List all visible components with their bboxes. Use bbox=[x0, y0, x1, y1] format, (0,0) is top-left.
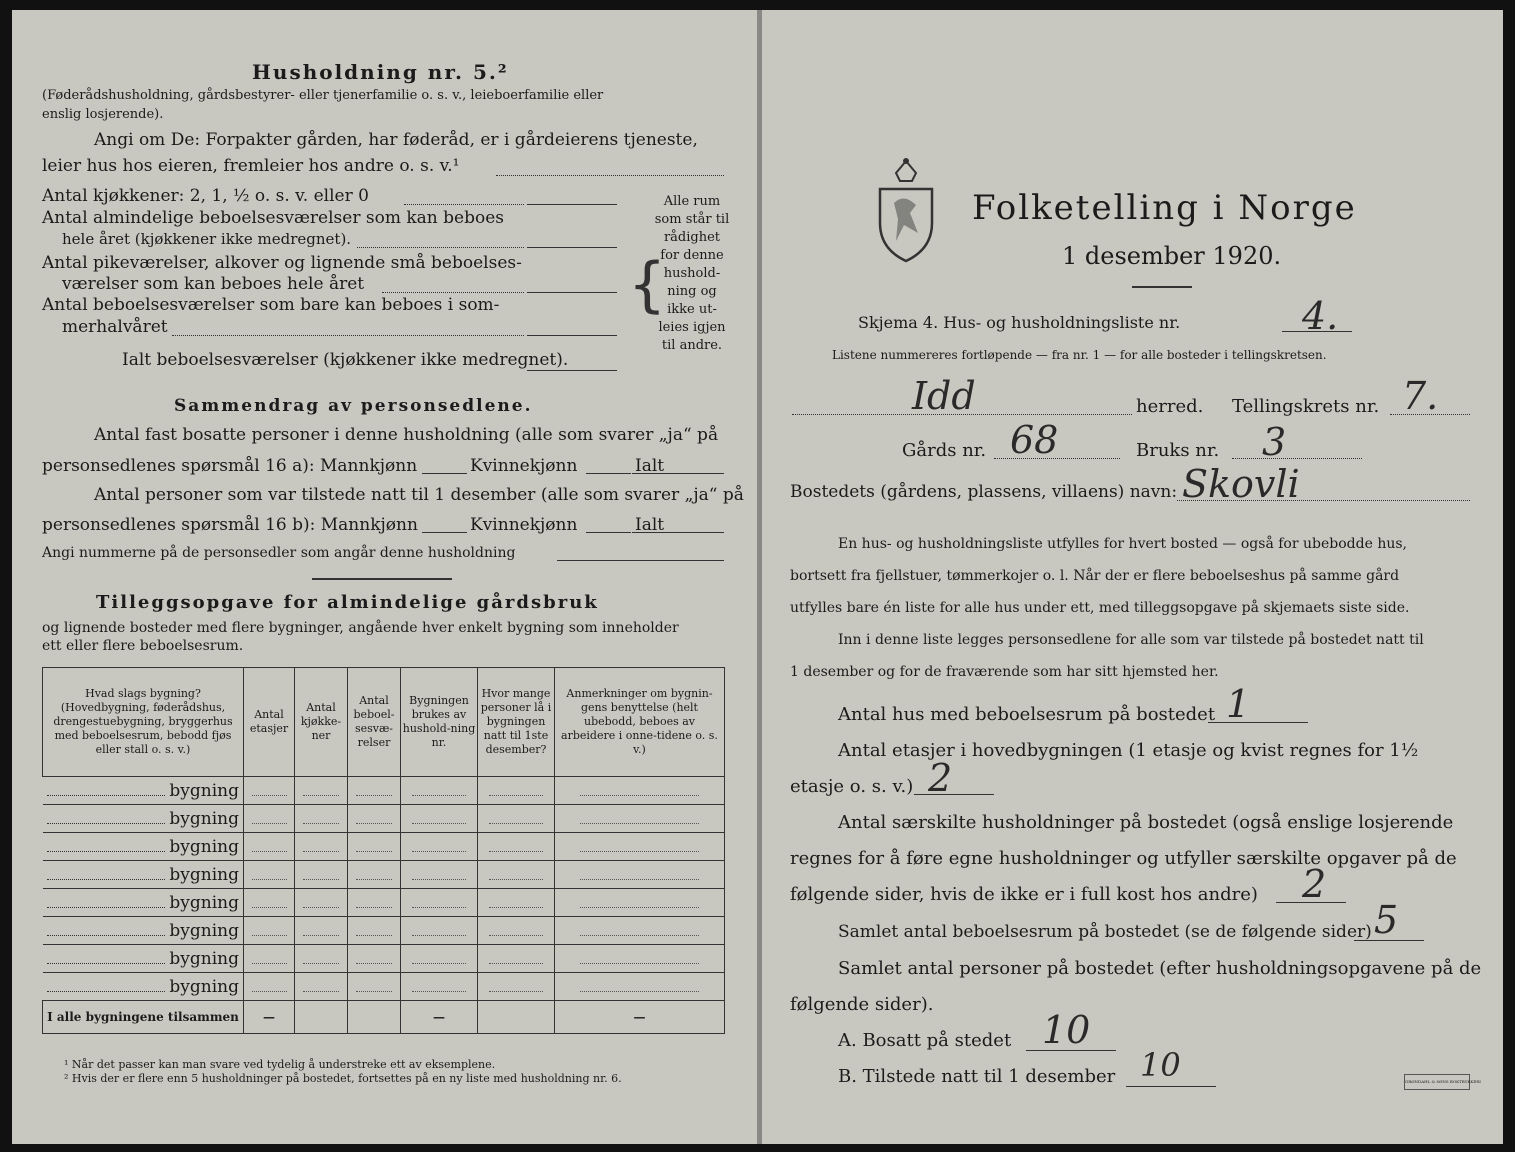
rooms-small-1: Antal pikeværelser, alkover og lignende små beboelses- bbox=[42, 253, 522, 273]
building-cell[interactable] bbox=[244, 917, 295, 945]
hush-label-1: Antal særskilte husholdninger på bostedet (også enslige losjerende bbox=[838, 812, 1454, 833]
etasjer-label-2: etasje o. s. v.) bbox=[790, 776, 914, 797]
rum-value: 5 bbox=[1374, 898, 1399, 942]
tillegg-title: Tilleggsopgave for almindelige gårdsbruk bbox=[96, 592, 599, 613]
summary-a-2: personsedlenes spørsmål 16 a): Mannkjønn bbox=[42, 456, 418, 476]
rooms-summer-1: Antal beboelsesværelser som bare kan beboes i som- bbox=[42, 295, 500, 315]
building-cell[interactable] bbox=[401, 889, 478, 917]
building-row-label: bygning bbox=[169, 976, 239, 997]
summary-b-female-field[interactable] bbox=[586, 532, 631, 533]
summary-title: Sammendrag av personsedlene. bbox=[174, 396, 533, 416]
etasjer-field[interactable] bbox=[914, 794, 994, 795]
building-cell[interactable] bbox=[401, 805, 478, 833]
building-row-label: bygning bbox=[169, 920, 239, 941]
col-header-type bbox=[43, 668, 244, 777]
building-cell[interactable] bbox=[348, 917, 401, 945]
skjema-value: 4. bbox=[1302, 294, 1339, 338]
summary-a-total: Ialt bbox=[635, 456, 665, 476]
hush-label-2: regnes for å føre egne husholdninger og utfyller særskilte opgaver på de bbox=[790, 848, 1457, 869]
sum-cell: — bbox=[401, 1001, 478, 1034]
col-header-floors bbox=[244, 668, 295, 777]
building-cell[interactable] bbox=[478, 777, 555, 805]
brace-note-line: for denne bbox=[660, 248, 724, 263]
brace-note-line: som står til bbox=[654, 212, 730, 227]
gards-value: 68 bbox=[1010, 418, 1059, 462]
bosatt-label: A. Bosatt på stedet bbox=[838, 1030, 1012, 1051]
building-cell[interactable] bbox=[348, 861, 401, 889]
building-row-label: bygning bbox=[169, 780, 239, 801]
bruks-value: 3 bbox=[1262, 420, 1287, 464]
sum-cell: — bbox=[555, 1001, 725, 1034]
building-cell[interactable] bbox=[555, 973, 725, 1001]
gards-label: Gårds nr. bbox=[902, 440, 987, 461]
brace-note-line: til andre. bbox=[661, 338, 723, 353]
building-type-cell[interactable] bbox=[43, 889, 244, 917]
col-header-household-text: Bygningen brukes av hushold-ning nr. bbox=[402, 694, 476, 749]
right-page bbox=[762, 10, 1503, 1144]
brace-note-line: ning og bbox=[667, 284, 717, 299]
hus-value: 1 bbox=[1226, 682, 1251, 726]
brace-note bbox=[652, 193, 732, 355]
col-header-persons-text: Hvor mange personer lå i bygningen natt til 1ste desember? bbox=[480, 687, 552, 756]
building-cell[interactable] bbox=[478, 917, 555, 945]
building-cell[interactable] bbox=[348, 833, 401, 861]
footnote-1: ¹ Når det passer kan man svare ved tydelig å understreke ett av eksemplene. bbox=[64, 1058, 496, 1071]
rooms-common-dots bbox=[357, 247, 524, 248]
bosted-label: Bostedets (gårdens, plassens, villaens) navn: bbox=[790, 482, 1178, 502]
building-type-cell[interactable] bbox=[43, 973, 244, 1001]
sum-cell[interactable] bbox=[295, 1001, 348, 1034]
summary-a-1: Antal fast bosatte personer i denne husholdning (alle som svarer „ja“ på bbox=[94, 425, 719, 445]
angi-fill-line[interactable] bbox=[496, 175, 724, 176]
angi-line-2: leier hus hos eieren, fremleier hos andre o. s. v.¹ bbox=[42, 156, 460, 176]
tilstede-value: 10 bbox=[1140, 1046, 1181, 1084]
rooms-common-1: Antal almindelige beboelsesværelser som kan beboes bbox=[42, 208, 504, 228]
col-header-remarks-text: Anmerkninger om bygnin-gens benyttelse (helt ubebodd, beboes av arbeidere i onne-tidene o. s. v.) bbox=[561, 687, 718, 756]
form-date: 1 desember 1920. bbox=[1062, 242, 1282, 270]
sum-label: I alle bygningene tilsammen bbox=[43, 1001, 244, 1034]
brace-note-line: leies igjen bbox=[658, 320, 726, 335]
building-table bbox=[42, 667, 725, 1034]
building-cell[interactable] bbox=[555, 945, 725, 973]
building-cell[interactable] bbox=[295, 889, 348, 917]
building-row bbox=[43, 945, 725, 973]
building-cell[interactable] bbox=[401, 833, 478, 861]
building-row-label: bygning bbox=[169, 808, 239, 829]
summary-a-total-field[interactable] bbox=[632, 473, 724, 474]
sum-cell: — bbox=[244, 1001, 295, 1034]
building-cell[interactable] bbox=[555, 805, 725, 833]
instruction-2: bortsett fra fjellstuer, tømmerkojer o. l. Når der er flere beboelseshus på samme gård bbox=[790, 568, 1400, 584]
pers-label-1: Samlet antal personer på bostedet (efter husholdningsopgavene på de bbox=[838, 958, 1482, 979]
building-cell[interactable] bbox=[244, 861, 295, 889]
rooms-common-2: hele året (kjøkkener ikke medregnet). bbox=[62, 230, 352, 248]
tilstede-field[interactable] bbox=[1126, 1086, 1216, 1087]
building-row bbox=[43, 833, 725, 861]
col-header-rooms bbox=[348, 668, 401, 777]
household-title: Husholdning nr. 5.² bbox=[252, 60, 509, 84]
rooms-summer-dots bbox=[172, 335, 524, 336]
tillegg-sub-2: ett eller flere beboelsesrum. bbox=[42, 638, 244, 654]
rooms-common-field[interactable] bbox=[527, 247, 617, 248]
rooms-summer-field[interactable] bbox=[527, 335, 617, 336]
bruks-label: Bruks nr. bbox=[1136, 440, 1220, 461]
hush-value: 2 bbox=[1302, 862, 1327, 906]
building-cell[interactable] bbox=[244, 889, 295, 917]
left-page bbox=[12, 10, 757, 1144]
summary-b-1: Antal personer som var tilstede natt til 1 desember (alle som svarer „ja“ på bbox=[94, 485, 744, 505]
skjema-label: Skjema 4. Hus- og husholdningsliste nr. bbox=[858, 313, 1181, 332]
rooms-kitchen-field[interactable] bbox=[527, 204, 617, 205]
rooms-summer-2: merhalvåret bbox=[62, 317, 168, 337]
summary-b-2: personsedlenes spørsmål 16 b): Mannkjønn bbox=[42, 515, 418, 535]
bosted-value: Skovli bbox=[1182, 462, 1300, 506]
instruction-1: En hus- og husholdningsliste utfylles for hvert bosted — også for ubebodde hus, bbox=[838, 536, 1407, 552]
rooms-kitchen-dots bbox=[404, 204, 524, 205]
building-type-cell[interactable] bbox=[43, 861, 244, 889]
tillegg-sub-1: og lignende bosteder med flere bygninger, angående hver enkelt bygning som inneholder bbox=[42, 620, 679, 636]
building-cell[interactable] bbox=[348, 805, 401, 833]
building-cell[interactable] bbox=[555, 833, 725, 861]
building-row bbox=[43, 805, 725, 833]
building-cell[interactable] bbox=[478, 889, 555, 917]
building-cell[interactable] bbox=[401, 973, 478, 1001]
household-subtitle-1: (Føderådshusholdning, gårdsbestyrer- eller tjenerfamilie o. s. v., leieboerfamilie eller bbox=[42, 88, 604, 103]
building-cell[interactable] bbox=[295, 945, 348, 973]
rooms-total-label: Ialt beboelsesværelser (kjøkkener ikke medregnet). bbox=[122, 350, 569, 370]
instruction-4: Inn i denne liste legges personsedlene for alle som var tilstede på bostedet natt til bbox=[838, 632, 1424, 648]
building-cell[interactable] bbox=[348, 889, 401, 917]
herred-value: Idd bbox=[912, 374, 976, 418]
building-cell[interactable] bbox=[348, 945, 401, 973]
building-type-cell[interactable] bbox=[43, 945, 244, 973]
summary-a-female: Kvinnekjønn bbox=[470, 456, 578, 476]
pers-label-2: følgende sider). bbox=[790, 994, 934, 1015]
building-row-label: bygning bbox=[169, 864, 239, 885]
building-cell[interactable] bbox=[348, 973, 401, 1001]
col-header-floors-text: Antal etasjer bbox=[249, 708, 289, 735]
rooms-total-field[interactable] bbox=[527, 370, 617, 371]
building-cell[interactable] bbox=[295, 833, 348, 861]
listene-note: Listene nummereres fortløpende — fra nr. 1 — for alle bosteder i tellingskretsen. bbox=[832, 348, 1327, 362]
sum-row bbox=[43, 1001, 725, 1034]
building-cell[interactable] bbox=[244, 777, 295, 805]
building-cell[interactable] bbox=[295, 861, 348, 889]
rooms-small-2: værelser som kan beboes hele året bbox=[62, 274, 365, 294]
building-cell[interactable] bbox=[555, 917, 725, 945]
brace-note-line: Alle rum bbox=[663, 194, 721, 209]
etasjer-value: 2 bbox=[928, 756, 953, 800]
building-row-label: bygning bbox=[169, 892, 239, 913]
building-cell[interactable] bbox=[555, 777, 725, 805]
building-cell[interactable] bbox=[401, 917, 478, 945]
building-cell[interactable] bbox=[244, 805, 295, 833]
building-cell[interactable] bbox=[478, 973, 555, 1001]
building-cell[interactable] bbox=[295, 973, 348, 1001]
building-cell[interactable] bbox=[348, 777, 401, 805]
angi-line-1: Angi om De: Forpakter gården, har føderåd, er i gårdeierens tjeneste, bbox=[94, 130, 698, 150]
household-subtitle-2: enslig losjerende). bbox=[42, 107, 164, 122]
building-cell[interactable] bbox=[295, 777, 348, 805]
building-cell[interactable] bbox=[244, 833, 295, 861]
building-row bbox=[43, 973, 725, 1001]
hus-field[interactable] bbox=[1208, 722, 1308, 723]
building-row-label: bygning bbox=[169, 836, 239, 857]
summary-b-male-field[interactable] bbox=[422, 532, 467, 533]
title-divider bbox=[1132, 286, 1192, 288]
krets-value: 7. bbox=[1402, 374, 1439, 418]
building-row bbox=[43, 861, 725, 889]
rooms-kitchen: Antal kjøkkener: 2, 1, ½ o. s. v. eller 0 bbox=[42, 186, 369, 206]
rooms-small-field[interactable] bbox=[527, 292, 617, 293]
building-cell[interactable] bbox=[478, 945, 555, 973]
summary-b-total-field[interactable] bbox=[632, 532, 724, 533]
footnote-2: ² Hvis der er flere enn 5 husholdninger på bostedet, fortsettes på en ny liste med husholdning nr. 6. bbox=[64, 1072, 622, 1085]
building-cell[interactable] bbox=[478, 805, 555, 833]
tilstede-label: B. Tilstede natt til 1 desember bbox=[838, 1066, 1116, 1087]
col-header-household bbox=[401, 668, 478, 777]
summary-b-total: Ialt bbox=[635, 515, 665, 535]
brace-note-line: ikke ut- bbox=[667, 302, 717, 317]
brace-note-line: rådighet bbox=[663, 230, 721, 245]
sum-cell[interactable] bbox=[348, 1001, 401, 1034]
col-header-persons bbox=[478, 668, 555, 777]
bosatt-value: 10 bbox=[1042, 1008, 1091, 1052]
etasjer-label-1: Antal etasjer i hovedbygningen (1 etasje og kvist regnes for 1½ bbox=[838, 740, 1419, 761]
angi-nummer-field[interactable] bbox=[557, 560, 724, 561]
summary-a-male-field[interactable] bbox=[422, 473, 467, 474]
divider bbox=[312, 578, 452, 580]
building-cell[interactable] bbox=[478, 833, 555, 861]
col-header-kitchens-text: Antal kjøkke-ner bbox=[300, 701, 342, 742]
instruction-5: 1 desember og for de fraværende som har sitt hjemsted her. bbox=[790, 664, 1219, 680]
building-row bbox=[43, 889, 725, 917]
angi-nummer: Angi nummerne på de personsedler som angår denne husholdning bbox=[42, 545, 516, 561]
building-cell[interactable] bbox=[295, 805, 348, 833]
summary-a-female-field[interactable] bbox=[586, 473, 631, 474]
form-title: Folketelling i Norge bbox=[972, 188, 1357, 228]
col-header-rooms-text: Antal beboel-sesvæ-relser bbox=[353, 694, 395, 749]
bruks-field[interactable] bbox=[1232, 458, 1362, 459]
building-cell[interactable] bbox=[555, 861, 725, 889]
col-header-type-text: Hvad slags bygning? (Hovedbygning, føderådshus, drengestuebygning, bryggerhus med beboelsesrum, bebodd fjøs eller stall o. s. v.) bbox=[53, 687, 233, 756]
building-cell[interactable] bbox=[244, 973, 295, 1001]
col-header-kitchens bbox=[295, 668, 348, 777]
sum-cell[interactable] bbox=[478, 1001, 555, 1034]
building-row bbox=[43, 777, 725, 805]
building-cell[interactable] bbox=[555, 889, 725, 917]
col-header-remarks bbox=[555, 668, 725, 777]
norway-coat-of-arms-icon bbox=[874, 153, 938, 263]
instruction-3: utfylles bare én liste for alle hus under ett, med tilleggsopgave på skjemaets siste side. bbox=[790, 600, 1410, 616]
brace: { bbox=[628, 250, 667, 320]
brace-note-line: hushold- bbox=[663, 266, 721, 281]
rum-label: Samlet antal beboelsesrum på bostedet (se de følgende sider) bbox=[838, 922, 1372, 942]
krets-label: Tellingskrets nr. bbox=[1232, 396, 1380, 417]
rooms-small-dots bbox=[382, 292, 524, 293]
printer-stamp: GRØNDAHL & SØNS BOKTRYKKERI bbox=[1404, 1074, 1470, 1090]
hus-label: Antal hus med beboelsesrum på bostedet bbox=[838, 704, 1216, 725]
building-cell[interactable] bbox=[401, 945, 478, 973]
hush-label-3: følgende sider, hvis de ikke er i full kost hos andre) bbox=[790, 884, 1258, 905]
building-type-cell[interactable] bbox=[43, 917, 244, 945]
building-cell[interactable] bbox=[478, 861, 555, 889]
building-row bbox=[43, 917, 725, 945]
building-cell[interactable] bbox=[401, 777, 478, 805]
building-cell[interactable] bbox=[401, 861, 478, 889]
building-row-label: bygning bbox=[169, 948, 239, 969]
building-type-cell[interactable] bbox=[43, 777, 244, 805]
summary-b-female: Kvinnekjønn bbox=[470, 515, 578, 535]
building-type-cell[interactable] bbox=[43, 833, 244, 861]
building-cell[interactable] bbox=[244, 945, 295, 973]
herred-label: herred. bbox=[1136, 396, 1204, 417]
building-type-cell[interactable] bbox=[43, 805, 244, 833]
building-cell[interactable] bbox=[295, 917, 348, 945]
